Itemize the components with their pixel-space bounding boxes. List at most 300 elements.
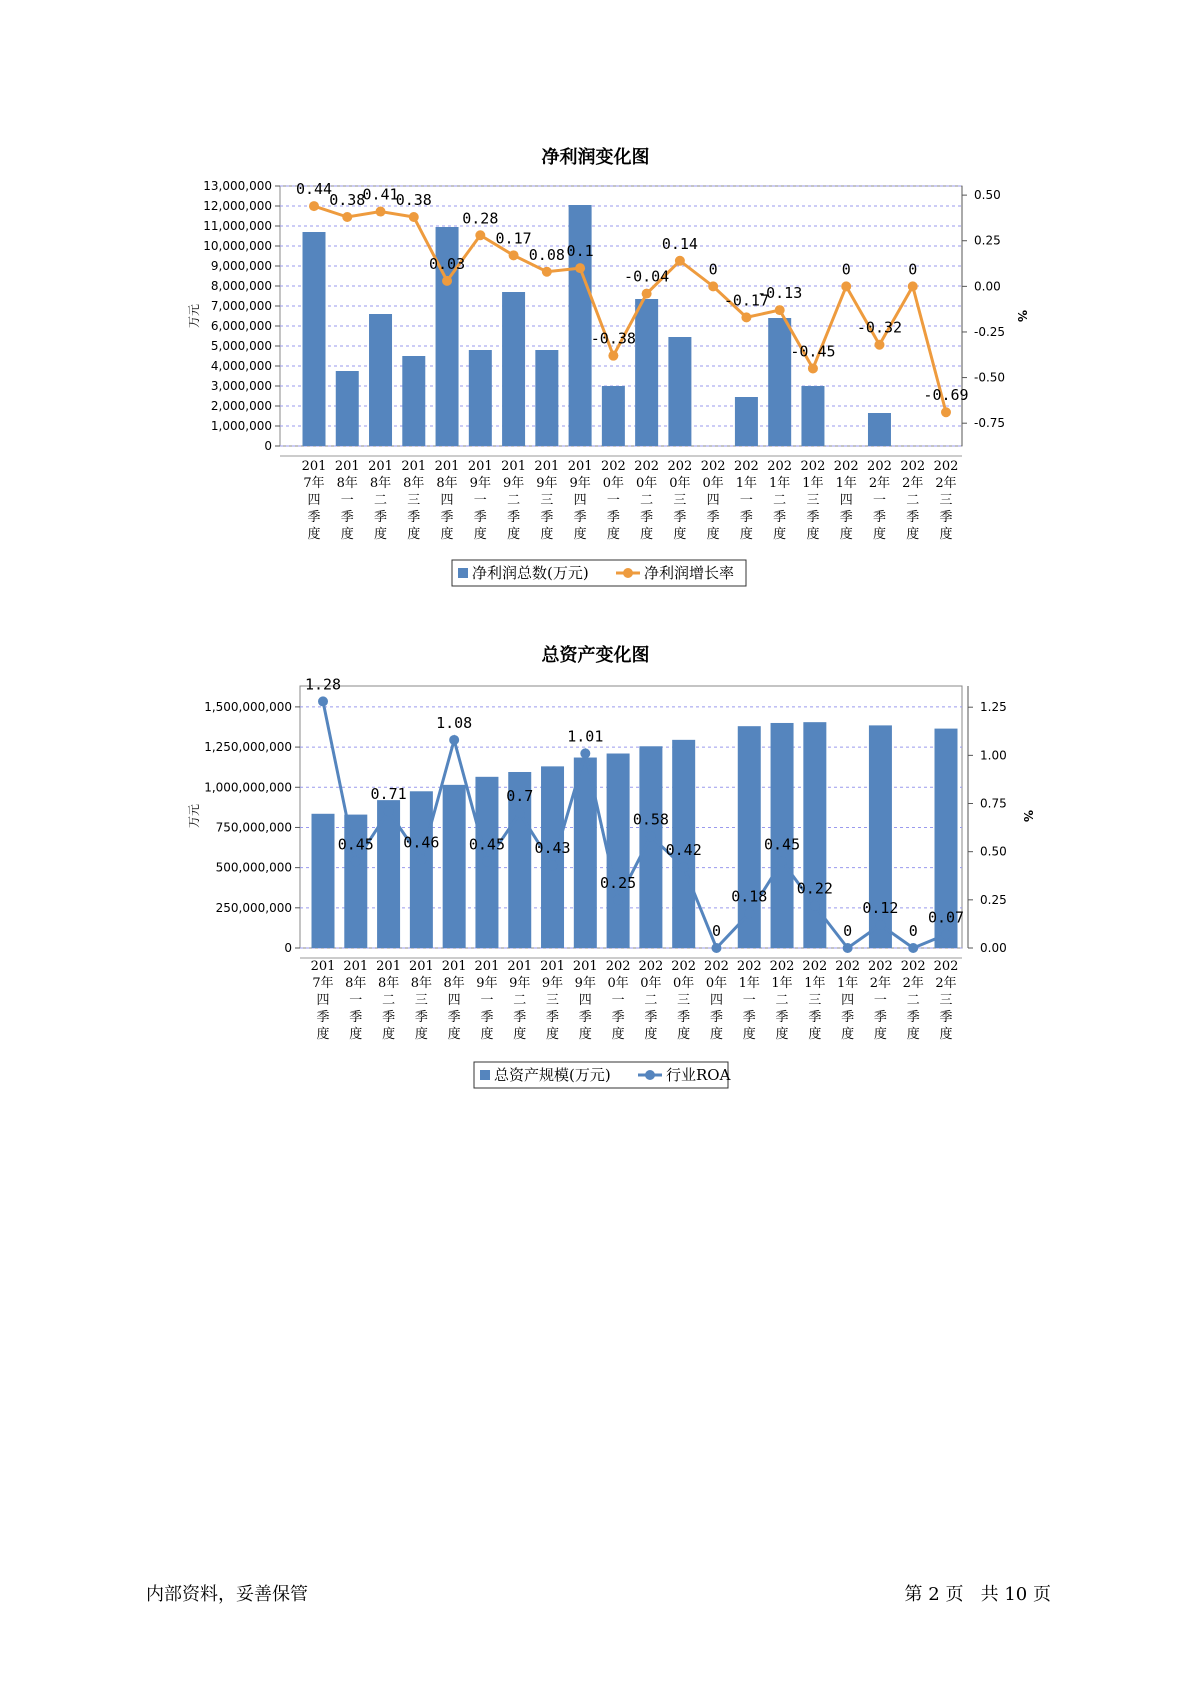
chart2-left-tick-label: 500,000,000: [215, 860, 292, 875]
chart1-line-point: [309, 201, 319, 211]
chart1-category-label: 一: [739, 493, 753, 508]
chart1-category-label: 四: [706, 493, 720, 508]
chart1-category-label: 201: [467, 459, 493, 474]
chart1-legend-bar-swatch: [458, 568, 468, 578]
chart1-category-label: 2年: [902, 476, 924, 491]
chart2-line-point: [908, 943, 918, 953]
chart1-data-label: 0.1: [566, 242, 594, 261]
chart1-left-tick-label: 12,000,000: [203, 199, 272, 213]
chart1-category-label: 度: [606, 527, 620, 542]
chart1-line-point: [608, 351, 618, 361]
chart1-category-label: 201: [534, 459, 560, 474]
chart1-data-label: 0: [908, 260, 918, 279]
chart2-category-label: 四: [316, 993, 330, 1008]
chart2-category-label: 度: [906, 1027, 920, 1042]
chart1-category-label: 202: [734, 459, 759, 474]
chart1-category-label: 202: [800, 459, 826, 474]
chart2-category-label: 度: [447, 1027, 461, 1042]
chart2-category-label: 四: [447, 993, 461, 1008]
chart1-line-point: [442, 276, 452, 286]
chart1-category-label: 季: [706, 510, 720, 525]
chart1-category-label: 一: [606, 493, 620, 508]
chart2-left-tick-label: 1,250,000,000: [204, 740, 292, 755]
chart1-data-label: 0.17: [495, 229, 532, 248]
chart2-category-label: 度: [546, 1027, 560, 1042]
chart2-category-label: 三: [414, 993, 428, 1008]
chart1-category-label: 201: [301, 459, 327, 474]
chart1-legend-bar-label: 净利润总数(万元): [472, 564, 589, 582]
chart2-bar: [541, 766, 564, 948]
chart1-category-label: 季: [673, 510, 687, 525]
chart2-category-label: 0年: [705, 976, 728, 991]
chart2-category-label: 202: [671, 959, 697, 974]
chart2-category-label: 度: [808, 1027, 822, 1042]
chart2-line-point: [351, 856, 361, 866]
chart2-category-label: 四: [709, 993, 723, 1008]
chart1-category-label: 一: [340, 493, 354, 508]
chart1-right-tick-label: -0.25: [974, 324, 1006, 339]
chart1-category-label: 8年: [369, 476, 392, 491]
chart1-data-label: 0.38: [395, 191, 432, 210]
chart1-line-point: [376, 207, 386, 217]
chart2-data-label: 0.25: [600, 873, 637, 892]
chart1-data-label: -0.69: [923, 386, 969, 405]
chart2-bar: [607, 754, 630, 948]
chart2-category-label: 201: [310, 959, 336, 974]
chart1-category-label: 201: [334, 459, 360, 474]
chart2-category-label: 7年: [312, 976, 334, 991]
chart2-category-label: 度: [414, 1027, 428, 1042]
page-prefix: 第: [904, 1584, 923, 1605]
chart1-category-label: 度: [906, 527, 920, 542]
chart1-category-label: 度: [872, 527, 886, 542]
chart1-category-label: 8年: [403, 476, 425, 491]
chart2-data-label: 1.08: [436, 713, 473, 732]
chart1-category-label: 202: [900, 459, 926, 474]
chart2-category-label: 2年: [902, 976, 924, 991]
chart2-line-point: [875, 920, 885, 930]
total-pages: 10: [1004, 1584, 1028, 1605]
chart1-category-label: 201: [501, 459, 526, 474]
chart2-category-label: 一: [873, 993, 887, 1008]
chart2-left-axis-title: 万元: [187, 803, 201, 829]
chart2-line-point: [449, 735, 459, 745]
chart2-category-label: 202: [769, 959, 795, 974]
chart1-category-label: 1年: [802, 476, 824, 491]
chart2-category-label: 1年: [836, 976, 859, 991]
chart2-category-label: 二: [906, 993, 920, 1008]
chart2-category-label: 度: [841, 1027, 855, 1042]
chart1-right-tick-label: 0.50: [974, 188, 1001, 203]
chart2-category-label: 8年: [410, 976, 433, 991]
chart2-category-label: 二: [644, 993, 658, 1008]
chart1-category-label: 二: [374, 493, 388, 508]
chart1-title: 净利润变化图: [541, 147, 650, 168]
chart1-category-label: 季: [773, 510, 787, 525]
chart2-data-label: 0.45: [337, 835, 374, 854]
chart2-category-label: 度: [644, 1027, 658, 1042]
chart1-bar: [502, 292, 525, 446]
chart1-data-label: 0: [841, 260, 851, 279]
chart1-bar: [668, 337, 691, 446]
chart1-bar: [768, 318, 791, 446]
chart2-legend-line-marker: [645, 1070, 655, 1080]
chart1-category-label: 二: [507, 493, 521, 508]
chart2-line-point: [744, 908, 754, 918]
chart1-category-label: 202: [700, 459, 726, 474]
chart1-category-label: 201: [368, 459, 393, 474]
page-unit: 页: [945, 1584, 964, 1605]
chart2-category-label: 度: [349, 1027, 363, 1042]
chart2-bar: [639, 746, 662, 948]
chart1-line-point: [874, 340, 884, 350]
chart2-data-label: 0.7: [506, 787, 534, 806]
chart1-bar: [735, 397, 758, 446]
chart1-category-label: 201: [434, 459, 460, 474]
chart1-category-label: 202: [767, 459, 793, 474]
chart1-left-tick-label: 6,000,000: [210, 319, 272, 333]
chart2-right-tick-label: 0.00: [980, 941, 1007, 955]
chart1-category-label: 201: [401, 459, 427, 474]
chart1-category-label: 季: [606, 510, 620, 525]
chart2-line-point: [384, 806, 394, 816]
chart1-category-label: 季: [839, 510, 853, 525]
chart1-data-label: 0: [708, 260, 718, 279]
chart1-category-label: 9年: [569, 476, 591, 491]
chart1-left-tick-label: 10,000,000: [203, 239, 272, 253]
chart1-category-label: 二: [773, 493, 787, 508]
chart2-legend-bar-label: 总资产规模(万元): [494, 1066, 611, 1084]
chart2-category-label: 202: [638, 959, 664, 974]
chart1-bar: [336, 371, 359, 446]
chart2-category-label: 季: [841, 1010, 855, 1025]
chart1-category-label: 三: [806, 493, 820, 508]
chart1-bar: [635, 299, 658, 446]
chart2-category-label: 度: [513, 1027, 527, 1042]
chart1-data-label: -0.45: [790, 342, 836, 361]
chart1-category-label: 度: [540, 527, 554, 542]
chart1-category-label: 季: [440, 510, 454, 525]
chart2-category-label: 季: [611, 1010, 625, 1025]
chart2-category-label: 0年: [607, 976, 629, 991]
chart2-category-label: 1年: [804, 976, 826, 991]
chart1-category-label: 9年: [502, 476, 525, 491]
chart1-category-label: 四: [573, 493, 587, 508]
total-prefix: 共: [980, 1584, 999, 1605]
chart1-category-label: 四: [307, 493, 321, 508]
chart2-category-label: 202: [868, 959, 893, 974]
chart1-left-tick-label: 0: [264, 439, 272, 453]
chart2-category-label: 201: [376, 959, 401, 974]
chart1-right-tick-label: 0.25: [974, 233, 1001, 248]
chart2-left-tick-label: 1,500,000,000: [204, 699, 292, 714]
chart2-category-label: 度: [939, 1027, 953, 1042]
chart1-category-label: 202: [600, 459, 626, 474]
chart1-category-label: 0年: [702, 476, 724, 491]
chart2-category-label: 季: [546, 1010, 560, 1025]
chart2-line-point: [941, 930, 951, 940]
chart1-bar: [469, 350, 492, 446]
chart2-bar: [312, 814, 335, 948]
chart1-line-point: [675, 256, 685, 266]
chart1-category-label: 度: [440, 527, 454, 542]
chart2-data-label: 0.45: [763, 835, 801, 854]
chart1-data-label: -0.32: [856, 318, 903, 337]
chart1-category-label: 季: [640, 510, 654, 525]
chart2-line-point: [843, 943, 853, 953]
chart1-category-label: 季: [872, 510, 886, 525]
chart1-data-label: 0.28: [462, 209, 499, 228]
chart2-category-label: 202: [933, 959, 959, 974]
chart2-category-label: 季: [349, 1010, 363, 1025]
chart1-category-label: 三: [540, 493, 554, 508]
chart1-category-label: 度: [507, 527, 521, 542]
chart2-right-axis-title: %: [1021, 809, 1035, 823]
chart2-category-label: 201: [507, 959, 533, 974]
chart1-data-label: 0.44: [295, 180, 333, 199]
chart1-line-point: [841, 281, 851, 291]
chart2-category-label: 三: [939, 993, 953, 1008]
chart2-title: 总资产变化图: [541, 645, 650, 666]
chart1-left-axis-title: 万元: [187, 303, 201, 329]
chart1-data-label: 0.38: [329, 191, 366, 210]
chart2-category-label: 1年: [771, 976, 793, 991]
chart2-data-label: 0: [711, 922, 721, 940]
chart1-data-label: -0.38: [590, 329, 636, 348]
chart2-category-label: 201: [572, 959, 598, 974]
chart2-left-tick-label: 0: [284, 941, 292, 955]
chart2-category-label: 度: [742, 1027, 756, 1042]
chart1-category-label: 7年: [303, 476, 325, 491]
chart1-line-point: [908, 281, 918, 291]
chart2-line-point: [646, 831, 656, 841]
chart1-line-point: [509, 250, 519, 260]
chart1-line-point: [475, 230, 485, 240]
total-unit: 页: [1033, 1584, 1051, 1605]
chart2-category-label: 季: [578, 1010, 592, 1025]
chart2-category-label: 201: [540, 959, 565, 974]
chart1-category-label: 0年: [602, 476, 625, 491]
chart1-category-label: 季: [407, 510, 421, 525]
chart2-category-label: 三: [546, 993, 560, 1008]
chart2-legend-line-label: 行业ROA: [666, 1066, 731, 1084]
chart2-left-tick-label: 1,000,000,000: [204, 780, 292, 795]
chart2-legend-bar-swatch: [480, 1070, 490, 1080]
chart1-legend-line-marker: [623, 568, 633, 578]
chart2-left-tick-label: 750,000,000: [215, 820, 292, 835]
chart1-line-point: [409, 212, 419, 222]
chart1-left-tick-label: 13,000,000: [203, 179, 272, 193]
chart2-line-point: [416, 854, 426, 864]
chart2-category-label: 度: [709, 1027, 723, 1042]
chart2-category-label: 202: [704, 959, 729, 974]
chart1-category-label: 季: [507, 510, 521, 525]
chart2-data-label: 0: [908, 922, 918, 940]
chart1-left-tick-label: 2,000,000: [210, 399, 272, 413]
chart1-category-label: 二: [640, 493, 654, 508]
chart1-bar: [602, 386, 625, 446]
chart1-category-label: 季: [739, 510, 753, 525]
chart1-category-label: 8年: [336, 476, 358, 491]
chart1-category-label: 度: [739, 527, 753, 542]
chart2-right-tick-label: 1.25: [980, 700, 1007, 715]
chart1-category-label: 度: [473, 527, 487, 542]
chart2-category-label: 2年: [935, 976, 957, 991]
chart2-right-tick-label: 1.00: [980, 748, 1007, 763]
chart2-category-label: 度: [382, 1027, 396, 1042]
chart1-category-label: 度: [640, 527, 654, 542]
chart1-category-label: 四: [839, 493, 853, 508]
chart1-data-label: -0.04: [624, 267, 670, 286]
chart2-category-label: 季: [316, 1010, 330, 1025]
chart2-category-label: 度: [578, 1027, 592, 1042]
chart1-category-label: 202: [833, 459, 859, 474]
chart1-line-point: [342, 212, 352, 222]
chart2-category-label: 度: [873, 1027, 887, 1042]
chart2-category-label: 9年: [509, 976, 531, 991]
chart2-category-label: 季: [808, 1010, 822, 1025]
chart2-right-tick-label: 0.75: [980, 796, 1007, 811]
chart1-line-point: [808, 363, 818, 373]
chart2-category-label: 一: [480, 993, 494, 1008]
chart2-data-label: 0.46: [403, 833, 440, 852]
chart1-category-label: 1年: [835, 476, 857, 491]
chart1-category-label: 0年: [669, 476, 691, 491]
chart2-category-label: 202: [736, 959, 762, 974]
chart1-category-label: 1年: [735, 476, 758, 491]
chart1-bar: [801, 386, 824, 446]
chart1-bar: [369, 314, 392, 446]
chart2-data-label: 0.43: [534, 839, 571, 858]
chart1-legend-line-label: 净利润增长率: [644, 564, 735, 582]
chart1-category-label: 季: [374, 510, 388, 525]
chart1-category-label: 度: [806, 527, 820, 542]
page-number: 2: [928, 1584, 940, 1605]
chart1-left-tick-label: 4,000,000: [210, 359, 272, 373]
chart1-left-tick-label: 11,000,000: [203, 219, 272, 233]
chart2-category-label: 201: [408, 959, 434, 974]
chart1-bar: [303, 232, 326, 446]
chart2-category-label: 202: [802, 959, 828, 974]
chart1-category-label: 201: [567, 459, 593, 474]
chart1-line-point: [775, 305, 785, 315]
chart1-left-tick-label: 7,000,000: [210, 299, 272, 313]
chart1-category-label: 三: [673, 493, 687, 508]
chart2-line-point: [580, 748, 590, 758]
chart2-category-label: 季: [939, 1010, 953, 1025]
chart1-data-label: 0.41: [362, 185, 399, 204]
chart1-category-label: 季: [939, 510, 953, 525]
chart1-category-label: 度: [340, 527, 354, 542]
chart1-category-label: 202: [667, 459, 693, 474]
footer-page-info: [905, 1580, 1051, 1606]
chart2-category-label: 季: [414, 1010, 428, 1025]
chart2-line-point: [613, 895, 623, 905]
chart2-category-label: 202: [900, 959, 926, 974]
chart2-category-label: 二: [513, 993, 527, 1008]
chart1-left-tick-label: 3,000,000: [210, 379, 272, 393]
chart2-bar: [443, 785, 466, 948]
chart1-data-label: 0.03: [428, 254, 466, 273]
chart1-category-label: 度: [573, 527, 587, 542]
chart1-category-label: 202: [933, 459, 959, 474]
chart2-category-label: 三: [677, 993, 691, 1008]
chart2-category-label: 季: [677, 1010, 691, 1025]
chart1-right-tick-label: 0.00: [974, 279, 1001, 294]
chart2-line-point: [318, 696, 328, 706]
chart1-line-point: [642, 289, 652, 299]
chart2-category-label: 季: [742, 1010, 756, 1025]
chart1-category-label: 季: [906, 510, 920, 525]
chart1-category-label: 季: [806, 510, 820, 525]
chart1-category-label: 度: [939, 527, 953, 542]
chart2-category-label: 度: [611, 1027, 625, 1042]
chart1-category-label: 一: [872, 493, 886, 508]
chart2-category-label: 一: [742, 993, 756, 1008]
chart2-category-label: 9年: [574, 976, 596, 991]
chart1-line-point: [708, 281, 718, 291]
chart2-category-label: 季: [775, 1010, 789, 1025]
chart2-bar: [410, 791, 433, 948]
chart1-category-label: 一: [473, 493, 487, 508]
chart2-category-label: 季: [480, 1010, 494, 1025]
chart1-category-label: 季: [473, 510, 487, 525]
chart1-category-label: 8年: [436, 476, 458, 491]
chart2-category-label: 0年: [640, 976, 662, 991]
chart1-category-label: 季: [540, 510, 554, 525]
chart2-data-label: 0.12: [862, 898, 899, 917]
chart1-left-tick-label: 9,000,000: [210, 259, 272, 273]
chart2-category-label: 202: [835, 959, 861, 974]
chart2-line-point: [777, 856, 787, 866]
chart2-category-label: 9年: [541, 976, 564, 991]
chart1-category-label: 9年: [469, 476, 491, 491]
chart2-category-label: 二: [775, 993, 789, 1008]
chart2-category-label: 一: [611, 993, 625, 1008]
chart1-category-label: 三: [939, 493, 953, 508]
chart2-category-label: 度: [316, 1027, 330, 1042]
chart1-bar: [868, 413, 891, 446]
chart1-left-tick-label: 5,000,000: [210, 339, 272, 353]
chart2-category-label: 季: [644, 1010, 658, 1025]
chart2-data-label: 0.22: [796, 879, 833, 898]
chart2-category-label: 度: [775, 1027, 789, 1042]
chart2-line-point: [679, 862, 689, 872]
chart2-data-label: 1.01: [567, 727, 604, 746]
chart2-left-tick-label: 250,000,000: [215, 900, 292, 915]
chart2-data-label: 0.18: [731, 887, 768, 906]
chart2-data-label: 0.58: [632, 810, 669, 829]
chart1-data-label: 0.08: [528, 245, 565, 264]
chart1-line-point: [542, 267, 552, 277]
chart1-category-label: 季: [573, 510, 587, 525]
chart2-data-label: 0.07: [927, 908, 965, 927]
chart1-data-label: -0.13: [757, 284, 803, 303]
chart2-category-label: 季: [447, 1010, 461, 1025]
chart1-category-label: 季: [340, 510, 354, 525]
chart1-bar: [402, 356, 425, 446]
chart2-category-label: 季: [382, 1010, 396, 1025]
chart1-right-axis-title: %: [1015, 309, 1029, 323]
chart2-line-point: [810, 901, 820, 911]
chart1-category-label: 度: [839, 527, 853, 542]
chart2-category-label: 201: [441, 959, 467, 974]
chart2-category-label: 202: [605, 959, 631, 974]
chart1-category-label: 度: [673, 527, 687, 542]
chart2-category-label: 0年: [673, 976, 695, 991]
chart1-left-tick-label: 8,000,000: [210, 279, 272, 293]
chart2-category-label: 四: [841, 993, 855, 1008]
